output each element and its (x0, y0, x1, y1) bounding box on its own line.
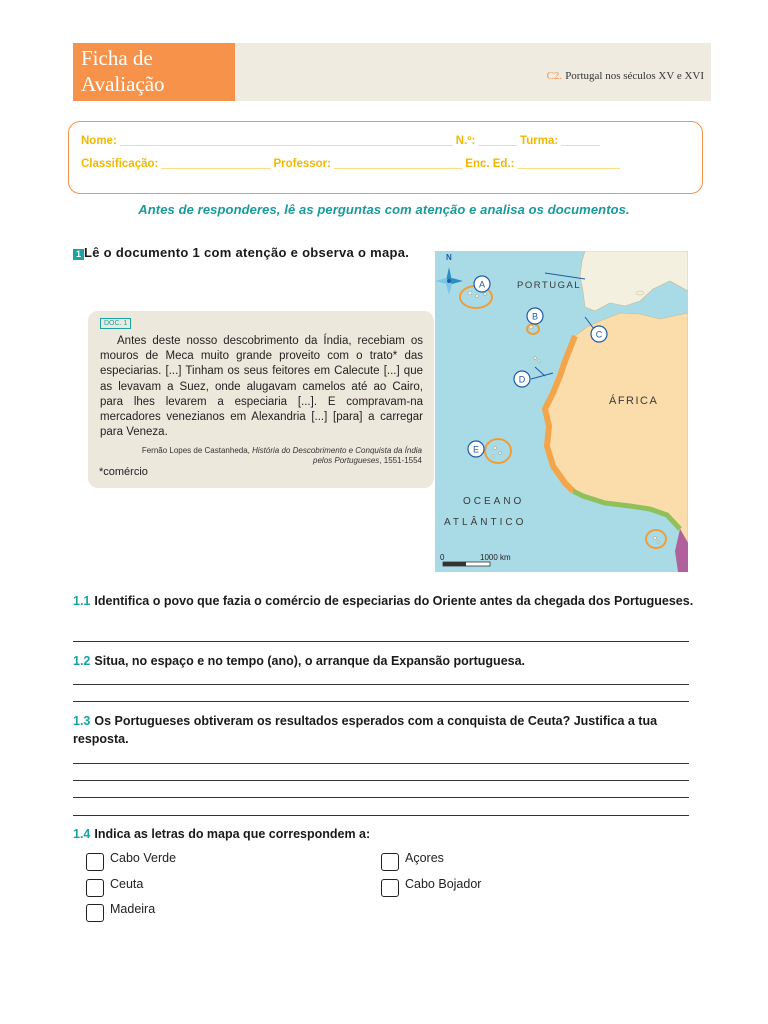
subquestion-text: Situa, no espaço e no tempo (ano), o arranque da Expansão portuguesa. (94, 654, 526, 668)
subquestion-number: 1.4 (73, 827, 91, 841)
option-label: Cabo Verde (110, 851, 177, 865)
map-label-portugal: PORTUGAL (517, 280, 582, 291)
map-scale-end: 1000 km (480, 553, 511, 562)
answer-line[interactable] (73, 797, 689, 798)
source-author: Fernão Lopes de Castanheda, (141, 446, 250, 455)
map-marker-b-label: B (531, 311, 539, 322)
document-source (122, 446, 422, 466)
answer-line[interactable] (73, 763, 689, 764)
subquestion-number: 1.3 (73, 714, 91, 728)
answer-line[interactable] (73, 780, 689, 781)
student-info-row-grade[interactable]: Classificação: _________________ Professor: ____________________ Enc. Ed.: ________________ (81, 158, 621, 170)
student-info-row-name[interactable]: Nome: ____________________________________________________ N.º: ______ Turma: ______ (81, 135, 600, 147)
source-work: História do Descobrimento e Conquista da Índia pelos Portugueses (252, 446, 422, 465)
subquestion-1-4 (73, 825, 698, 843)
map-scale-start: 0 (440, 553, 445, 562)
map-marker-c-label: C (595, 329, 603, 340)
subquestion-1-3 (73, 712, 698, 748)
checkbox[interactable] (86, 879, 104, 897)
option-label: Açores (405, 851, 444, 865)
document-tag: DOC. 1 (100, 318, 131, 329)
source-year: , 1551-1554 (379, 456, 422, 465)
checkbox[interactable] (381, 853, 399, 871)
chapter-heading (547, 70, 704, 82)
checkbox[interactable] (381, 879, 399, 897)
worksheet-title (73, 43, 235, 101)
student-info-box (68, 121, 703, 194)
question-1-text: Lê o documento 1 com atenção e observa o mapa. (84, 245, 410, 260)
chapter-title: Portugal nos séculos XV e XVI (565, 70, 704, 82)
answer-line[interactable] (73, 701, 689, 702)
instruction-text: Antes de responderes, lê as perguntas com atenção e analisa os documentos. (138, 202, 630, 217)
subquestion-1-1 (73, 592, 698, 610)
title-line-2: Avaliação (81, 72, 165, 96)
map-label-ocean: OCEANO (463, 496, 525, 507)
document-text: Antes deste nosso descobrimento da Índia, recebiam os mouros de Meca muito grande proveito com o trato* das especiarias. [...] Tinham os seus feitores em Calecute [...] que as levavam a Suez, onde alugavam camelos até ao Cairo, para lhes levarem a especiaria [...]. E compravam-na mercadores venezianos em Alexandria [...] [para] a carregar para Veneza. (100, 335, 423, 439)
subquestion-1-2 (73, 652, 698, 670)
map-label-atlantic: ATLÂNTICO (444, 517, 527, 528)
title-line-1: Ficha de (81, 46, 153, 70)
map-marker-e-label: E (472, 444, 480, 455)
map-marker-d-label: D (518, 374, 526, 385)
subquestion-number: 1.2 (73, 654, 91, 668)
option-label: Ceuta (110, 877, 144, 891)
document-box (88, 311, 434, 488)
subquestion-text: Indica as letras do mapa que correspondem a: (94, 827, 371, 841)
answer-line[interactable] (73, 815, 689, 816)
chapter-code: C2. (546, 70, 563, 82)
map (435, 251, 688, 572)
answer-line[interactable] (73, 641, 689, 642)
subquestion-number: 1.1 (73, 594, 91, 608)
map-scale-bar (443, 562, 490, 566)
map-label-africa: ÁFRICA (609, 395, 659, 407)
document-footnote: *comércio (99, 466, 148, 478)
answer-line[interactable] (73, 684, 689, 685)
map-marker-a-label: A (478, 279, 486, 290)
map-north-label: N (446, 253, 452, 262)
option-label: Madeira (110, 902, 156, 916)
checkbox[interactable] (86, 904, 104, 922)
subquestion-text: Identifica o povo que fazia o comércio de especiarias do Oriente antes da chegada dos Portugueses. (94, 594, 694, 608)
option-label: Cabo Bojador (405, 877, 482, 891)
question-1-number: 1 (73, 249, 84, 260)
subquestion-text: Os Portugueses obtiveram os resultados esperados com a conquista de Ceuta? Justifica a tua resposta. (73, 714, 658, 746)
checkbox[interactable] (86, 853, 104, 871)
